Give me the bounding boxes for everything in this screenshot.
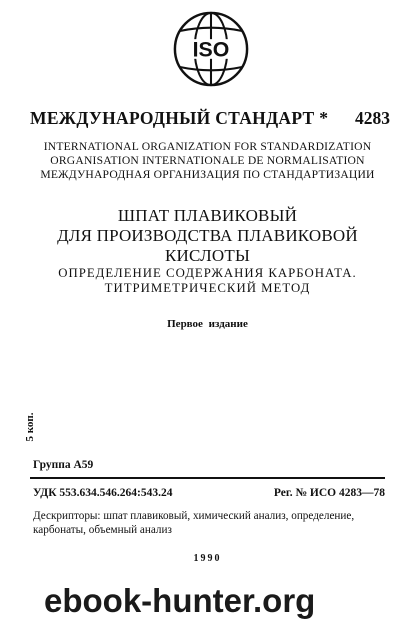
udk-code: УДК 553.634.546.264:543.24 [33, 487, 173, 499]
classification-row [33, 487, 385, 503]
title-line: КИСЛОТЫ [165, 246, 250, 265]
descriptors [33, 509, 393, 537]
publication-year: 1990 [193, 553, 222, 564]
registration-number: Рег. № ИСО 4283—78 [273, 487, 385, 499]
org-name-en: INTERNATIONAL ORGANIZATION FOR STANDARDIZATION [43, 140, 372, 153]
org-name-fr: ORGANISATION INTERNATIONALE DE NORMALISATION [50, 154, 365, 167]
document-title [0, 206, 415, 266]
iso-logo-text: ISO [192, 37, 230, 62]
watermark [0, 580, 415, 630]
group-label: Группа А59 [33, 459, 94, 471]
iso-logo [170, 8, 252, 90]
watermark-text: ebook-hunter.org [44, 582, 316, 619]
star-mark: * [319, 108, 329, 128]
standard-label: МЕЖДУНАРОДНЫЙ СТАНДАРТ [30, 108, 315, 128]
subtitle-line: ОПРЕДЕЛЕНИЕ СОДЕРЖАНИЯ КАРБОНАТА. [58, 266, 357, 280]
price-label: 5 коп. [24, 412, 36, 442]
document-subtitle [0, 266, 415, 296]
descriptors-line: Дескрипторы: шпат плавиковый, химический анализ, определение, [33, 510, 355, 522]
standard-number: 4283 [355, 108, 390, 128]
edition-label: Первое издание [167, 318, 248, 330]
divider [30, 477, 385, 479]
title-line: ДЛЯ ПРОИЗВОДСТВА ПЛАВИКОВОЙ [57, 226, 358, 245]
org-name-ru: МЕЖДУНАРОДНАЯ ОРГАНИЗАЦИЯ ПО СТАНДАРТИЗАЦИИ [40, 168, 375, 181]
organization-names [0, 140, 415, 182]
subtitle-line: ТИТРИМЕТРИЧЕСКИЙ МЕТОД [104, 281, 311, 295]
title-line: ШПАТ ПЛАВИКОВЫЙ [117, 206, 298, 225]
descriptors-line: карбонаты, объемный анализ [33, 524, 172, 536]
standard-label-row [30, 108, 328, 129]
standard-header [30, 108, 390, 130]
